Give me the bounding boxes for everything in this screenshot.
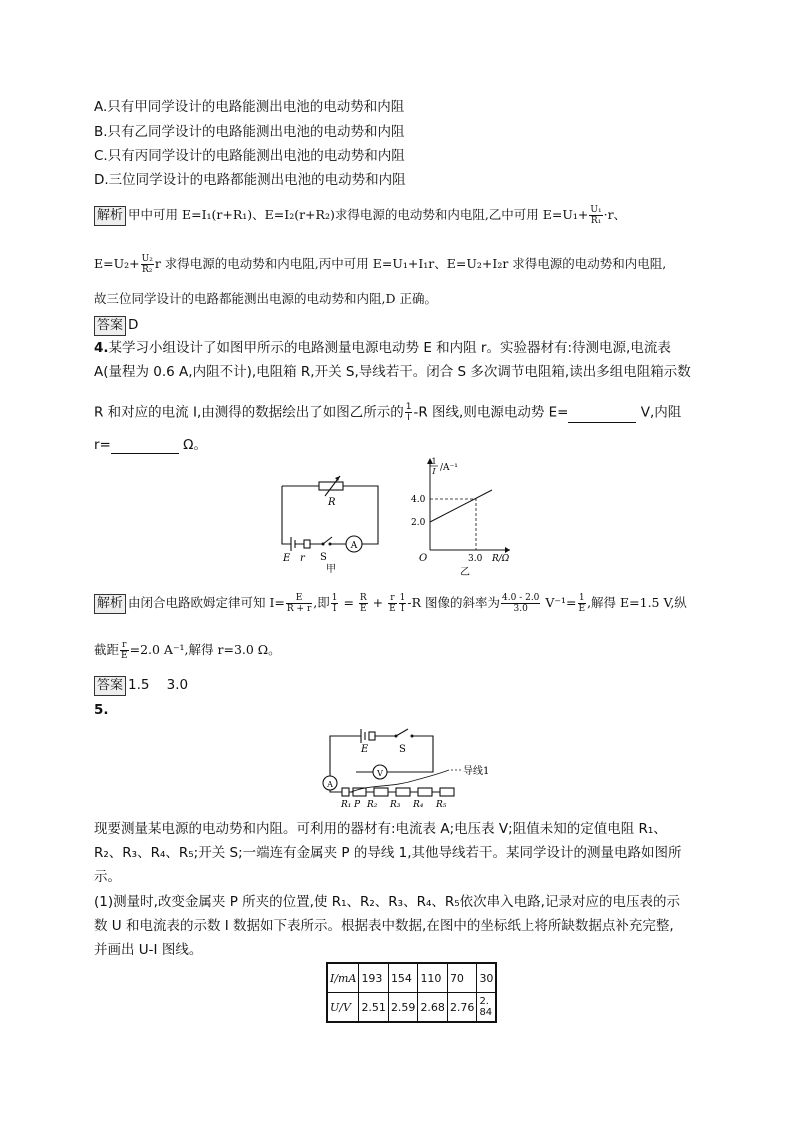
svg-text:R₂: R₂: [367, 800, 378, 810]
q5-line3: 示。: [94, 869, 121, 885]
solution-label: 解析: [94, 594, 126, 614]
q4-line2: A(量程为 0.6 A,内阻不计),电阻箱 R,开关 S,导线若干。闭合 S 多次调节电阻箱,读出多组电阻箱示数: [94, 364, 691, 380]
q3-answer: 答案 D: [94, 316, 138, 336]
svg-text:r: r: [300, 553, 305, 564]
svg-text:S: S: [320, 552, 327, 563]
q4-solution-line2: 截距 $\frac{r}{E}$ =2.0 A⁻¹,解得 r=3.0 Ω。: [94, 640, 281, 661]
svg-text:4.0: 4.0: [411, 495, 426, 505]
svg-text:2.0: 2.0: [411, 518, 426, 528]
svg-text:导线1: 导线1: [463, 766, 490, 777]
svg-text:乙: 乙: [460, 567, 470, 577]
option-a: A.只有甲同学设计的电路能测出电池的电动势和内阻: [94, 99, 405, 115]
q5-line6: 并画出 U-I 图线。: [94, 942, 203, 958]
svg-text:甲: 甲: [326, 564, 336, 574]
answer-label: 答案: [94, 316, 126, 336]
q4-answer: 答案 1.5 3.0: [94, 676, 188, 696]
svg-text:R₃: R₃: [390, 800, 401, 810]
q3-solution-line2: E=U₂+ $\frac{\text{U₂}}{\text{R₂}}$ r 求得电源的电动势和内电阻,丙中可用 E=U₁+I₁r、E=U₂+I₂r 求得电源的电动势和内电阻,: [94, 254, 667, 275]
q4-line1: 4.某学习小组设计了如图甲所示的电路测量电源电动势 E 和内阻 r。实验器材有:待测电源,电流表: [94, 340, 671, 356]
svg-text:O: O: [419, 553, 428, 564]
option-d: D.三位同学设计的电路都能测出电池的电动势和内阻: [94, 172, 406, 188]
solution-label: 解析: [94, 206, 126, 226]
svg-text:R: R: [328, 497, 336, 508]
svg-text:R₁: R₁: [341, 800, 352, 810]
svg-text:E: E: [361, 744, 369, 755]
q5-number: 5.: [94, 702, 109, 718]
q4-line4: r= Ω。: [94, 437, 207, 453]
svg-text:R₅: R₅: [436, 800, 447, 810]
q4-circuit-diagram: [270, 474, 390, 574]
table-row: U/V 2.51 2.59 2.68 2.76 2.84: [327, 993, 496, 1023]
answer-blank-e[interactable]: [568, 408, 636, 423]
fraction: $\frac{1}{I}$: [405, 402, 412, 423]
option-b: B.只有乙同学设计的电路能测出电池的电动势和内阻: [94, 124, 405, 140]
svg-text:3.0: 3.0: [468, 554, 483, 564]
fraction: $\frac{\text{U₂}}{\text{R₂}}$: [141, 254, 153, 275]
q3-solution-line1: 解析 甲中可用 E=I₁(r+R₁)、E=I₂(r+R₂)求得电源的电动势和内电阻,乙中可用 E=U₁+ $\frac{\text{U₁}}{\text{R₁}}$ ·r、: [94, 205, 626, 226]
q5-data-table: [326, 962, 497, 1023]
fraction: $\frac{\text{U₁}}{\text{R₁}}$: [590, 205, 602, 226]
q5-line1: 现要测量某电源的电动势和内阻。可利用的器材有:电流表 A;电压表 V;阻值未知的定值电阻 R₁、: [94, 821, 667, 837]
svg-text:P: P: [354, 800, 361, 810]
svg-text:E: E: [283, 553, 291, 564]
svg-text:/A⁻¹: /A⁻¹: [440, 463, 458, 473]
table-row: I/mA 193 154 110 70 30: [327, 963, 496, 993]
svg-text:R/Ω: R/Ω: [492, 554, 510, 564]
svg-text:A: A: [327, 780, 333, 789]
q5-line5: 数 U 和电流表的示数 I 数据如下表所示。根据表中数据,在图中的坐标纸上将所缺数据点补充完整,: [94, 918, 674, 934]
q3-solution-line3: 故三位同学设计的电路都能测出电源的电动势和内阻,D 正确。: [94, 291, 437, 306]
q4-line3: R 和对应的电流 I,由测得的数据绘出了如图乙所示的 $\frac{1}{I}$ -R 图线,则电源电动势 E= V,内阻: [94, 402, 682, 423]
svg-text:V: V: [377, 769, 383, 778]
q5-circuit-diagram: [316, 718, 516, 810]
svg-text:I: I: [432, 467, 436, 476]
svg-text:1: 1: [431, 457, 437, 466]
svg-text:S: S: [399, 744, 406, 755]
answer-blank-r[interactable]: [111, 439, 179, 454]
answer-label: 答案: [94, 676, 126, 696]
option-c: C.只有丙同学设计的电路能测出电池的电动势和内阻: [94, 148, 405, 164]
q5-line4: (1)测量时,改变金属夹 P 所夹的位置,使 R₁、R₂、R₃、R₄、R₅依次串入电路,记录对应的电压表的示: [94, 894, 680, 910]
svg-text:A: A: [350, 541, 358, 551]
svg-text:R₄: R₄: [413, 800, 424, 810]
q5-line2: R₂、R₃、R₄、R₅;开关 S;一端连有金属夹 P 的导线 1,其他导线若干。某同学设计的测量电路如图所: [94, 845, 682, 861]
q4-solution-line1: 解析 由闭合电路欧姆定律可知 I= $\frac{E}{R + r}$ ,即 $\frac{1}{I}$ = $\frac{R}{E}$ + $\frac{r}{E}$ $\frac{1}{I}$ -R 图像的斜率为 $\frac{4.0 - 2.0}{3.0}$ V⁻¹= $\frac{1}{E}$ ,解得 E=1.5 V,纵: [94, 593, 687, 614]
q4-graph: [410, 452, 520, 577]
